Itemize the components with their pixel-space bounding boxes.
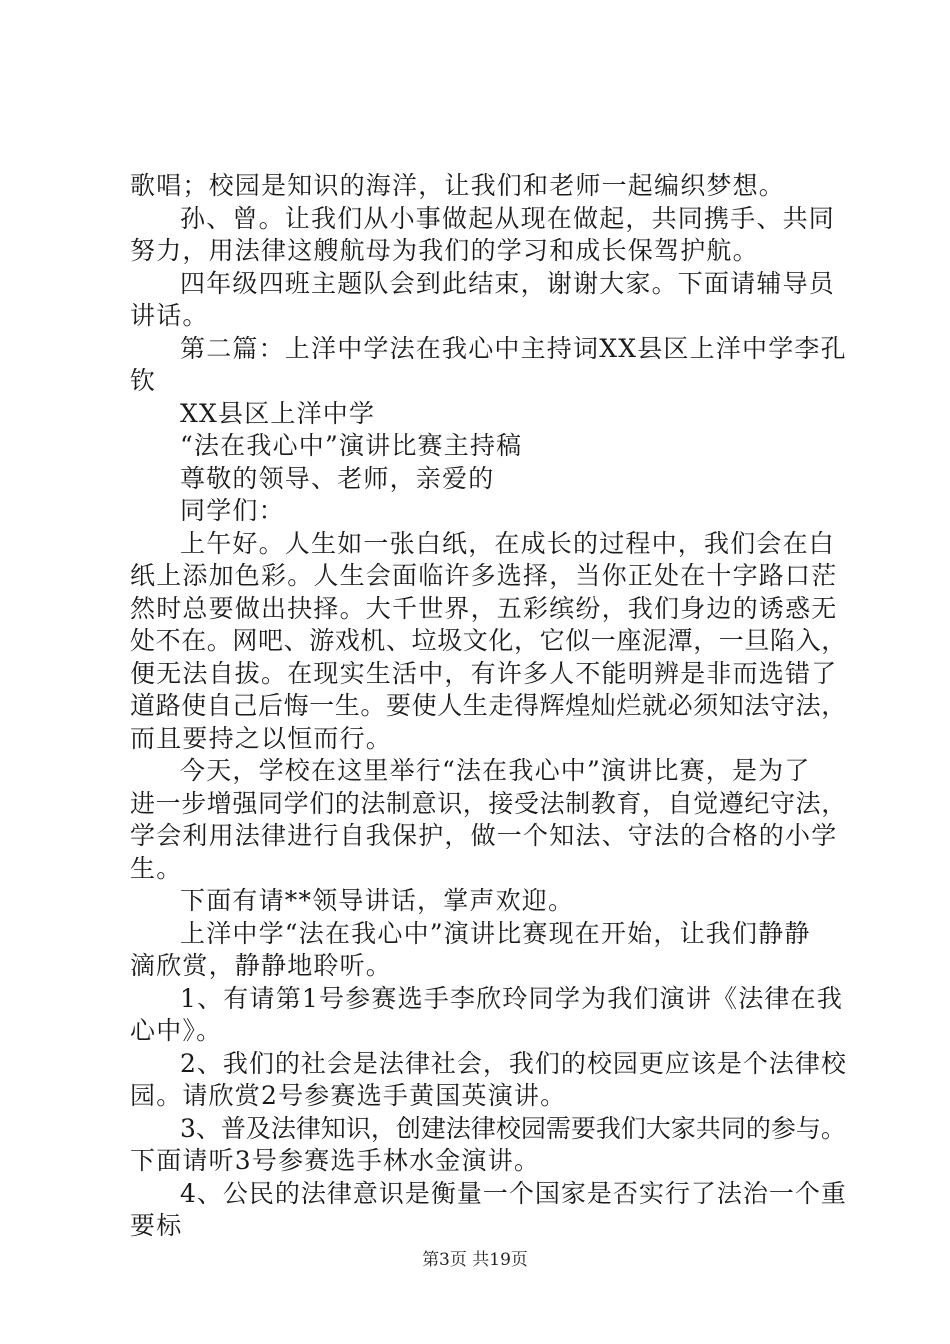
text-line: 滴欣赏，静静地聆听。 (130, 951, 393, 980)
text-line: 3、普及法律知识，创建法律校园需要我们大家共同的参与。 (180, 1113, 846, 1143)
text-line: 便无法自拔。在现实生活中，有许多人不能明辨是非而选错了 (130, 658, 838, 688)
text-line: 下面请听3号参赛选手林水金演讲。 (130, 1146, 541, 1175)
text-line: 纸上添加色彩。人生会面临许多选择，当你正处在十字路口茫 (130, 561, 838, 590)
text-line: 四年级四班主题队会到此结束，谢谢大家。下面请辅导员 (180, 268, 836, 298)
text-line: 心中》。 (130, 1016, 223, 1045)
text-line: 讲话。 (130, 301, 209, 330)
text-line: 2、我们的社会是法律社会，我们的校园更应该是个法律校 (180, 1048, 847, 1078)
text-line: 道路使自己后悔一生。要使人生走得辉煌灿烂就必须知法守法， (130, 691, 847, 720)
text-line: 努力，用法律这艘航母为我们的学习和成长保驾护航。 (130, 236, 759, 265)
text-line: 钦 (130, 366, 157, 395)
text-line: 下面有请**领导讲话，掌声欢迎。 (180, 886, 575, 915)
document-body (130, 170, 847, 1243)
text-line: 而且要持之以恒而行。 (130, 723, 393, 753)
page-footer: 第3页 共19页 (422, 1250, 528, 1270)
text-line: 今天，学校在这里举行“法在我心中”演讲比赛，是为了 (180, 756, 811, 785)
text-line: 生。 (130, 853, 183, 883)
text-line: 1、有请第1号参赛选手李欣玲同学为我们演讲《法律在我 (180, 983, 844, 1013)
text-line: 第二篇：上洋中学法在我心中主持词XX县区上洋中学李孔 (180, 333, 847, 363)
text-line: 学会利用法律进行自我保护，做一个知法、守法的合格的小学 (130, 821, 838, 850)
text-line: 上洋中学“法在我心中”演讲比赛现在开始，让我们静静 (180, 918, 811, 948)
text-line: 同学们： (180, 496, 285, 525)
text-line: XX县区上洋中学 (180, 398, 376, 428)
text-line: 要标 (130, 1211, 183, 1240)
text-line: 园。请欣赏2号参赛选手黄国英演讲。 (130, 1081, 567, 1110)
text-line: 孙、曾。让我们从小事做起从现在做起，共同携手、共同 (180, 203, 836, 233)
text-line: 歌唱；校园是知识的海洋，让我们和老师一起编织梦想。 (130, 171, 786, 200)
text-line: 上午好。人生如一张白纸，在成长的过程中，我们会在白 (180, 528, 836, 558)
text-line: 进一步增强同学们的法制意识，接受法制教育，自觉遵纪守法， (130, 788, 847, 818)
text-line: 然时总要做出抉择。大千世界，五彩缤纷，我们身边的诱惑无 (130, 593, 838, 623)
text-line: 处不在。网吧、游戏机、垃圾文化，它似一座泥潭，一旦陷入， (130, 626, 847, 655)
text-line: 4、公民的法律意识是衡量一个国家是否实行了法治一个重 (180, 1178, 847, 1208)
text-line: 尊敬的领导、老师，亲爱的 (180, 463, 495, 493)
text-line: “法在我心中”演讲比赛主持稿 (180, 431, 523, 460)
